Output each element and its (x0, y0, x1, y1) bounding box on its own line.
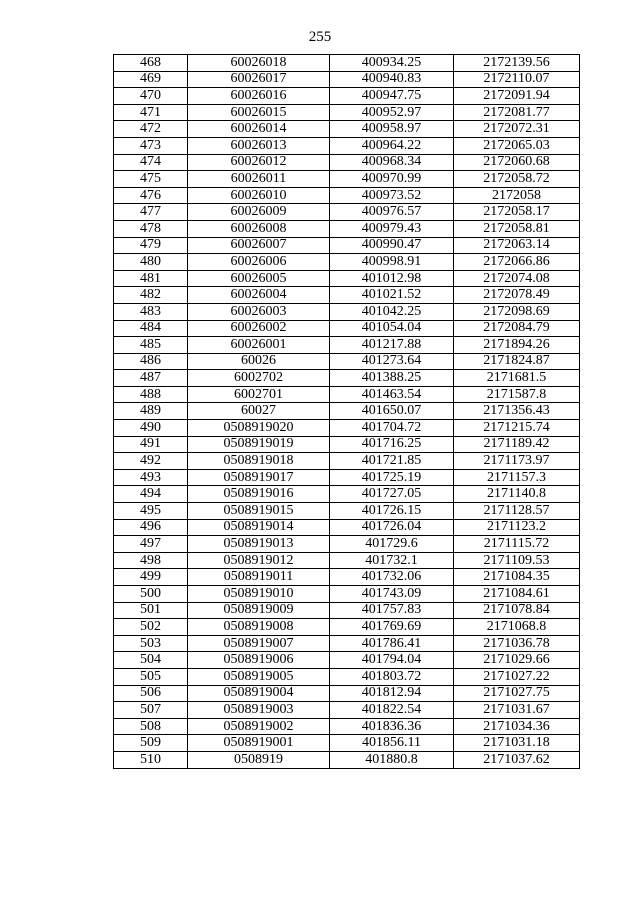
x-coordinate-cell: 401803.72 (330, 668, 454, 685)
table-row (114, 154, 580, 171)
x-coordinate-cell: 400952.97 (330, 104, 454, 121)
y-coordinate-cell: 2172060.68 (454, 154, 580, 171)
y-coordinate-cell: 2171215.74 (454, 420, 580, 437)
y-coordinate-cell: 2172081.77 (454, 104, 580, 121)
y-coordinate-cell: 2171115.72 (454, 536, 580, 553)
table-row (114, 55, 580, 72)
table-row (114, 486, 580, 503)
point-id-cell: 0508919007 (188, 635, 330, 652)
x-coordinate-cell: 401729.6 (330, 536, 454, 553)
row-index-cell: 499 (114, 569, 188, 586)
point-id-cell: 60026017 (188, 71, 330, 88)
x-coordinate-cell: 401725.19 (330, 469, 454, 486)
point-id-cell: 6002701 (188, 386, 330, 403)
table-row (114, 569, 580, 586)
row-index-cell: 510 (114, 751, 188, 768)
point-id-cell: 60026 (188, 353, 330, 370)
x-coordinate-cell: 401463.54 (330, 386, 454, 403)
x-coordinate-cell: 401273.64 (330, 353, 454, 370)
point-id-cell: 60026015 (188, 104, 330, 121)
point-id-cell: 60026013 (188, 137, 330, 154)
table-row (114, 652, 580, 669)
row-index-cell: 493 (114, 469, 188, 486)
row-index-cell: 468 (114, 55, 188, 72)
row-index-cell: 474 (114, 154, 188, 171)
x-coordinate-cell: 401727.05 (330, 486, 454, 503)
y-coordinate-cell: 2171034.36 (454, 718, 580, 735)
x-coordinate-cell: 401812.94 (330, 685, 454, 702)
y-coordinate-cell: 2172058.81 (454, 220, 580, 237)
y-coordinate-cell: 2172139.56 (454, 55, 580, 72)
x-coordinate-cell: 401757.83 (330, 602, 454, 619)
row-index-cell: 470 (114, 88, 188, 105)
row-index-cell: 469 (114, 71, 188, 88)
table-row (114, 187, 580, 204)
point-id-cell: 0508919008 (188, 619, 330, 636)
table-row (114, 353, 580, 370)
row-index-cell: 498 (114, 552, 188, 569)
table-row (114, 370, 580, 387)
x-coordinate-cell: 400979.43 (330, 220, 454, 237)
y-coordinate-cell: 2171356.43 (454, 403, 580, 420)
x-coordinate-cell: 401769.69 (330, 619, 454, 636)
row-index-cell: 481 (114, 270, 188, 287)
table-row (114, 718, 580, 735)
y-coordinate-cell: 2171824.87 (454, 353, 580, 370)
y-coordinate-cell: 2171894.26 (454, 337, 580, 354)
x-coordinate-cell: 401822.54 (330, 702, 454, 719)
point-id-cell: 60026001 (188, 337, 330, 354)
y-coordinate-cell: 2172058.72 (454, 171, 580, 188)
point-id-cell: 60026014 (188, 121, 330, 138)
table-row (114, 303, 580, 320)
x-coordinate-cell: 401786.41 (330, 635, 454, 652)
row-index-cell: 496 (114, 519, 188, 536)
table-row (114, 668, 580, 685)
x-coordinate-cell: 401704.72 (330, 420, 454, 437)
y-coordinate-cell: 2172058.17 (454, 204, 580, 221)
y-coordinate-cell: 2172078.49 (454, 287, 580, 304)
y-coordinate-cell: 2171173.97 (454, 453, 580, 470)
point-id-cell: 60026002 (188, 320, 330, 337)
x-coordinate-cell: 401042.25 (330, 303, 454, 320)
y-coordinate-cell: 2172098.69 (454, 303, 580, 320)
point-id-cell: 6002702 (188, 370, 330, 387)
point-id-cell: 0508919 (188, 751, 330, 768)
row-index-cell: 506 (114, 685, 188, 702)
row-index-cell: 504 (114, 652, 188, 669)
table-row (114, 137, 580, 154)
row-index-cell: 497 (114, 536, 188, 553)
x-coordinate-cell: 401732.06 (330, 569, 454, 586)
point-id-cell: 0508919018 (188, 453, 330, 470)
y-coordinate-cell: 2171123.2 (454, 519, 580, 536)
table-row (114, 552, 580, 569)
point-id-cell: 60026011 (188, 171, 330, 188)
table-row (114, 121, 580, 138)
x-coordinate-cell: 401217.88 (330, 337, 454, 354)
x-coordinate-cell: 400990.47 (330, 237, 454, 254)
y-coordinate-cell: 2172084.79 (454, 320, 580, 337)
y-coordinate-cell: 2171031.67 (454, 702, 580, 719)
row-index-cell: 475 (114, 171, 188, 188)
y-coordinate-cell: 2172091.94 (454, 88, 580, 105)
row-index-cell: 508 (114, 718, 188, 735)
point-id-cell: 60027 (188, 403, 330, 420)
row-index-cell: 509 (114, 735, 188, 752)
table-row (114, 503, 580, 520)
y-coordinate-cell: 2172063.14 (454, 237, 580, 254)
point-id-cell: 0508919010 (188, 586, 330, 603)
point-id-cell: 0508919013 (188, 536, 330, 553)
x-coordinate-cell: 400940.83 (330, 71, 454, 88)
y-coordinate-cell: 2172072.31 (454, 121, 580, 138)
row-index-cell: 479 (114, 237, 188, 254)
row-index-cell: 486 (114, 353, 188, 370)
point-id-cell: 60026010 (188, 187, 330, 204)
table-row (114, 619, 580, 636)
row-index-cell: 505 (114, 668, 188, 685)
y-coordinate-cell: 2171109.53 (454, 552, 580, 569)
coordinates-table-body (114, 55, 580, 769)
point-id-cell: 0508919006 (188, 652, 330, 669)
table-row (114, 453, 580, 470)
row-index-cell: 502 (114, 619, 188, 636)
table-row (114, 237, 580, 254)
point-id-cell: 0508919019 (188, 436, 330, 453)
x-coordinate-cell: 400964.22 (330, 137, 454, 154)
table-row (114, 254, 580, 271)
x-coordinate-cell: 400998.91 (330, 254, 454, 271)
x-coordinate-cell: 401856.11 (330, 735, 454, 752)
table-row (114, 735, 580, 752)
table-row (114, 71, 580, 88)
row-index-cell: 487 (114, 370, 188, 387)
row-index-cell: 484 (114, 320, 188, 337)
y-coordinate-cell: 2171037.62 (454, 751, 580, 768)
y-coordinate-cell: 2171084.61 (454, 586, 580, 603)
row-index-cell: 500 (114, 586, 188, 603)
point-id-cell: 60026018 (188, 55, 330, 72)
table-row (114, 171, 580, 188)
y-coordinate-cell: 2171189.42 (454, 436, 580, 453)
y-coordinate-cell: 2171587.8 (454, 386, 580, 403)
row-index-cell: 507 (114, 702, 188, 719)
point-id-cell: 60026005 (188, 270, 330, 287)
row-index-cell: 477 (114, 204, 188, 221)
x-coordinate-cell: 401721.85 (330, 453, 454, 470)
x-coordinate-cell: 401650.07 (330, 403, 454, 420)
y-coordinate-cell: 2171157.3 (454, 469, 580, 486)
table-row (114, 536, 580, 553)
table-row (114, 586, 580, 603)
x-coordinate-cell: 401716.25 (330, 436, 454, 453)
table-row (114, 320, 580, 337)
x-coordinate-cell: 401794.04 (330, 652, 454, 669)
point-id-cell: 0508919011 (188, 569, 330, 586)
table-row (114, 386, 580, 403)
table-row (114, 270, 580, 287)
row-index-cell: 492 (114, 453, 188, 470)
point-id-cell: 0508919004 (188, 685, 330, 702)
y-coordinate-cell: 2172065.03 (454, 137, 580, 154)
table-row (114, 702, 580, 719)
y-coordinate-cell: 2171036.78 (454, 635, 580, 652)
row-index-cell: 480 (114, 254, 188, 271)
x-coordinate-cell: 400947.75 (330, 88, 454, 105)
point-id-cell: 0508919014 (188, 519, 330, 536)
x-coordinate-cell: 400973.52 (330, 187, 454, 204)
x-coordinate-cell: 400970.99 (330, 171, 454, 188)
point-id-cell: 0508919002 (188, 718, 330, 735)
point-id-cell: 60026007 (188, 237, 330, 254)
row-index-cell: 490 (114, 420, 188, 437)
y-coordinate-cell: 2171084.35 (454, 569, 580, 586)
page-number: 255 (308, 29, 332, 45)
y-coordinate-cell: 2171681.5 (454, 370, 580, 387)
y-coordinate-cell: 2171068.8 (454, 619, 580, 636)
row-index-cell: 478 (114, 220, 188, 237)
point-id-cell: 60026004 (188, 287, 330, 304)
table-row (114, 204, 580, 221)
x-coordinate-cell: 401021.52 (330, 287, 454, 304)
point-id-cell: 0508919020 (188, 420, 330, 437)
table-row (114, 469, 580, 486)
x-coordinate-cell: 400968.34 (330, 154, 454, 171)
point-id-cell: 60026012 (188, 154, 330, 171)
row-index-cell: 473 (114, 137, 188, 154)
y-coordinate-cell: 2172110.07 (454, 71, 580, 88)
point-id-cell: 0508919003 (188, 702, 330, 719)
x-coordinate-cell: 401388.25 (330, 370, 454, 387)
row-index-cell: 482 (114, 287, 188, 304)
table-row (114, 403, 580, 420)
point-id-cell: 60026003 (188, 303, 330, 320)
x-coordinate-cell: 401732.1 (330, 552, 454, 569)
x-coordinate-cell: 401054.04 (330, 320, 454, 337)
row-index-cell: 494 (114, 486, 188, 503)
y-coordinate-cell: 2171078.84 (454, 602, 580, 619)
x-coordinate-cell: 400976.57 (330, 204, 454, 221)
table-row (114, 436, 580, 453)
y-coordinate-cell: 2172074.08 (454, 270, 580, 287)
point-id-cell: 60026008 (188, 220, 330, 237)
x-coordinate-cell: 401880.8 (330, 751, 454, 768)
y-coordinate-cell: 2171027.75 (454, 685, 580, 702)
table-row (114, 104, 580, 121)
point-id-cell: 60026006 (188, 254, 330, 271)
table-row (114, 519, 580, 536)
y-coordinate-cell: 2171029.66 (454, 652, 580, 669)
point-id-cell: 0508919017 (188, 469, 330, 486)
point-id-cell: 60026009 (188, 204, 330, 221)
row-index-cell: 491 (114, 436, 188, 453)
row-index-cell: 503 (114, 635, 188, 652)
point-id-cell: 0508919001 (188, 735, 330, 752)
row-index-cell: 495 (114, 503, 188, 520)
y-coordinate-cell: 2172058 (454, 187, 580, 204)
table-row (114, 287, 580, 304)
x-coordinate-cell: 400934.25 (330, 55, 454, 72)
table-row (114, 220, 580, 237)
y-coordinate-cell: 2171128.57 (454, 503, 580, 520)
table-row (114, 685, 580, 702)
point-id-cell: 60026016 (188, 88, 330, 105)
x-coordinate-cell: 401012.98 (330, 270, 454, 287)
x-coordinate-cell: 401836.36 (330, 718, 454, 735)
coordinates-table (113, 54, 580, 769)
row-index-cell: 488 (114, 386, 188, 403)
y-coordinate-cell: 2171031.18 (454, 735, 580, 752)
table-row (114, 635, 580, 652)
x-coordinate-cell: 401726.15 (330, 503, 454, 520)
y-coordinate-cell: 2171027.22 (454, 668, 580, 685)
row-index-cell: 485 (114, 337, 188, 354)
point-id-cell: 0508919015 (188, 503, 330, 520)
row-index-cell: 471 (114, 104, 188, 121)
x-coordinate-cell: 400958.97 (330, 121, 454, 138)
table-row (114, 88, 580, 105)
table-row (114, 337, 580, 354)
row-index-cell: 472 (114, 121, 188, 138)
row-index-cell: 483 (114, 303, 188, 320)
table-row (114, 602, 580, 619)
x-coordinate-cell: 401726.04 (330, 519, 454, 536)
table-row (114, 420, 580, 437)
point-id-cell: 0508919012 (188, 552, 330, 569)
x-coordinate-cell: 401743.09 (330, 586, 454, 603)
point-id-cell: 0508919009 (188, 602, 330, 619)
table-row (114, 751, 580, 768)
point-id-cell: 0508919005 (188, 668, 330, 685)
row-index-cell: 501 (114, 602, 188, 619)
point-id-cell: 0508919016 (188, 486, 330, 503)
row-index-cell: 476 (114, 187, 188, 204)
row-index-cell: 489 (114, 403, 188, 420)
y-coordinate-cell: 2171140.8 (454, 486, 580, 503)
y-coordinate-cell: 2172066.86 (454, 254, 580, 271)
